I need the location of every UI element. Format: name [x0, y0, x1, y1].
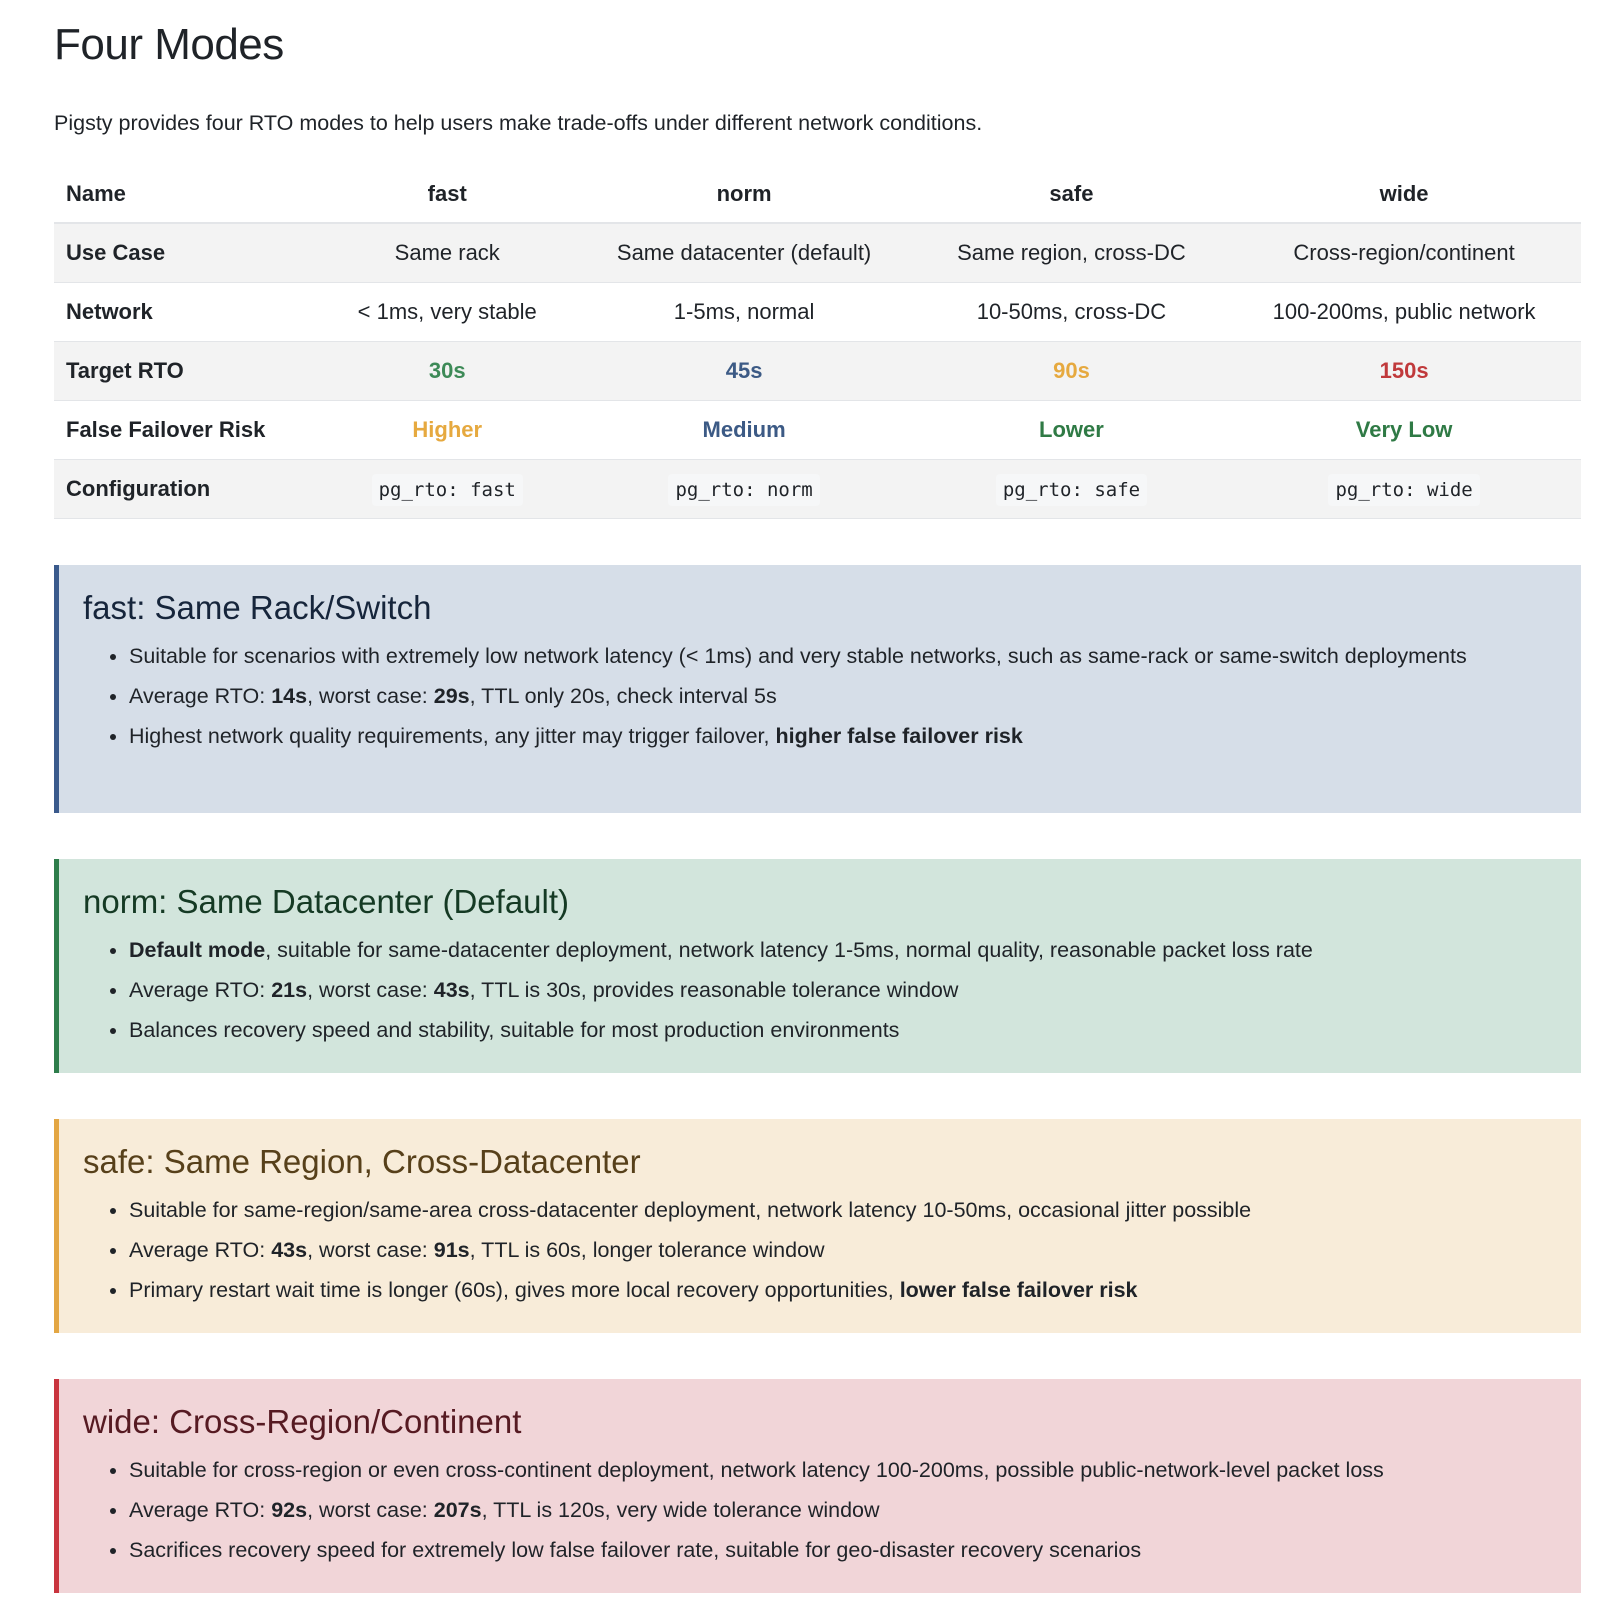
table-cell: Same region, cross-DC — [916, 223, 1228, 283]
text: , TTL is 30s, provides reasonable tolerance window — [469, 978, 959, 1002]
rto-value: 30s — [322, 342, 572, 401]
table-cell: 1-5ms, normal — [572, 283, 915, 342]
risk-value: Higher — [322, 401, 572, 460]
risk-value: Medium — [572, 401, 915, 460]
table-cell: 100-200ms, public network — [1227, 283, 1581, 342]
header-cell: safe — [916, 166, 1228, 223]
table-row — [54, 342, 1581, 401]
avg-rto: 43s — [271, 1238, 308, 1262]
fast-mode-callout — [54, 565, 1581, 813]
text: , suitable for same-datacenter deployment, network latency 1-5ms, normal quality, reasonable packet loss rate — [265, 938, 1313, 962]
rto-value: 45s — [572, 342, 915, 401]
row-label: False Failover Risk — [54, 401, 322, 460]
text: Average RTO: — [129, 684, 272, 708]
text: , TTL is 60s, longer tolerance window — [469, 1238, 825, 1262]
table-cell — [572, 460, 915, 519]
worst-rto: 29s — [433, 684, 470, 708]
avg-rto: 21s — [271, 978, 308, 1002]
list-item — [129, 973, 1557, 1008]
table-header-row — [54, 166, 1581, 223]
list-item: • Balances recovery speed and stability, suitable for most production environments — [129, 1013, 1557, 1048]
emphasis: lower false failover risk — [899, 1278, 1138, 1302]
worst-rto: 207s — [433, 1498, 482, 1522]
table-row — [54, 223, 1581, 283]
rto-value: 150s — [1227, 342, 1581, 401]
risk-value: Lower — [916, 401, 1228, 460]
text: , worst case: — [307, 684, 434, 708]
safe-mode-callout — [54, 1119, 1581, 1333]
worst-rto: 43s — [433, 978, 470, 1002]
callout-title: safe: Same Region, Cross-Datacenter — [83, 1143, 641, 1180]
text: , TTL only 20s, check interval 5s — [469, 684, 777, 708]
table-row — [54, 283, 1581, 342]
emphasis: higher false failover risk — [775, 724, 1023, 748]
config-code: pg_rto: norm — [668, 474, 819, 506]
row-label: Configuration — [54, 460, 322, 519]
callout-list — [83, 639, 1557, 754]
list-item — [129, 679, 1557, 714]
norm-mode-callout — [54, 859, 1581, 1073]
callout-title: norm: Same Datacenter (Default) — [83, 883, 570, 920]
list-item: • Suitable for scenarios with extremely low network latency (< 1ms) and very stable networks, such as same-rack or same-switch deployments — [129, 639, 1557, 674]
list-item — [129, 1493, 1557, 1528]
intro-paragraph: Pigsty provides four RTO modes to help users make trade-offs under different network conditions. — [54, 111, 983, 135]
header-cell: wide — [1227, 166, 1581, 223]
rto-value: 90s — [916, 342, 1228, 401]
callout-list — [83, 933, 1557, 1048]
table-row — [54, 401, 1581, 460]
header-cell: fast — [322, 166, 572, 223]
text: Average RTO: — [129, 978, 272, 1002]
list-item — [129, 1273, 1557, 1308]
list-item — [129, 1233, 1557, 1268]
list-item: • Suitable for cross-region or even cross-continent deployment, network latency 100-200ms, possible public-network-level packet loss — [129, 1453, 1557, 1488]
table-row — [54, 460, 1581, 519]
list-item: • Sacrifices recovery speed for extremely low false failover rate, suitable for geo-disaster recovery scenarios — [129, 1533, 1557, 1568]
table-cell: Same datacenter (default) — [572, 223, 915, 283]
config-code: pg_rto: safe — [996, 474, 1147, 506]
config-code: pg_rto: wide — [1328, 474, 1479, 506]
worst-rto: 91s — [433, 1238, 470, 1262]
table-cell: < 1ms, very stable — [322, 283, 572, 342]
table-cell — [1227, 460, 1581, 519]
header-cell: norm — [572, 166, 915, 223]
modes-table — [54, 166, 1581, 519]
text: Primary restart wait time is longer (60s), gives more local recovery opportunities, — [129, 1278, 900, 1302]
row-label: Network — [54, 283, 322, 342]
callout-title: fast: Same Rack/Switch — [83, 589, 432, 626]
text: , worst case: — [307, 1498, 434, 1522]
page-title: Four Modes — [54, 20, 284, 69]
risk-value: Very Low — [1227, 401, 1581, 460]
table-cell: Cross-region/continent — [1227, 223, 1581, 283]
text: , worst case: — [307, 978, 434, 1002]
text: , worst case: — [307, 1238, 434, 1262]
avg-rto: 14s — [271, 684, 308, 708]
text: Average RTO: — [129, 1498, 272, 1522]
list-item — [129, 719, 1557, 754]
text: Average RTO: — [129, 1238, 272, 1262]
callout-list — [83, 1193, 1557, 1308]
table-cell — [916, 460, 1228, 519]
list-item — [129, 933, 1557, 968]
emphasis: Default mode — [129, 938, 266, 962]
callout-title: wide: Cross-Region/Continent — [83, 1403, 522, 1440]
callout-list — [83, 1453, 1557, 1568]
avg-rto: 92s — [271, 1498, 308, 1522]
table-cell — [322, 460, 572, 519]
text: , TTL is 120s, very wide tolerance window — [481, 1498, 880, 1522]
table-cell: Same rack — [322, 223, 572, 283]
row-label: Use Case — [54, 223, 322, 283]
header-cell: Name — [54, 166, 322, 223]
text: Highest network quality requirements, any jitter may trigger failover, — [129, 724, 776, 748]
wide-mode-callout — [54, 1379, 1581, 1593]
config-code: pg_rto: fast — [372, 474, 523, 506]
list-item: • Suitable for same-region/same-area cross-datacenter deployment, network latency 10-50ms, occasional jitter possible — [129, 1193, 1557, 1228]
row-label: Target RTO — [54, 342, 322, 401]
table-cell: 10-50ms, cross-DC — [916, 283, 1228, 342]
